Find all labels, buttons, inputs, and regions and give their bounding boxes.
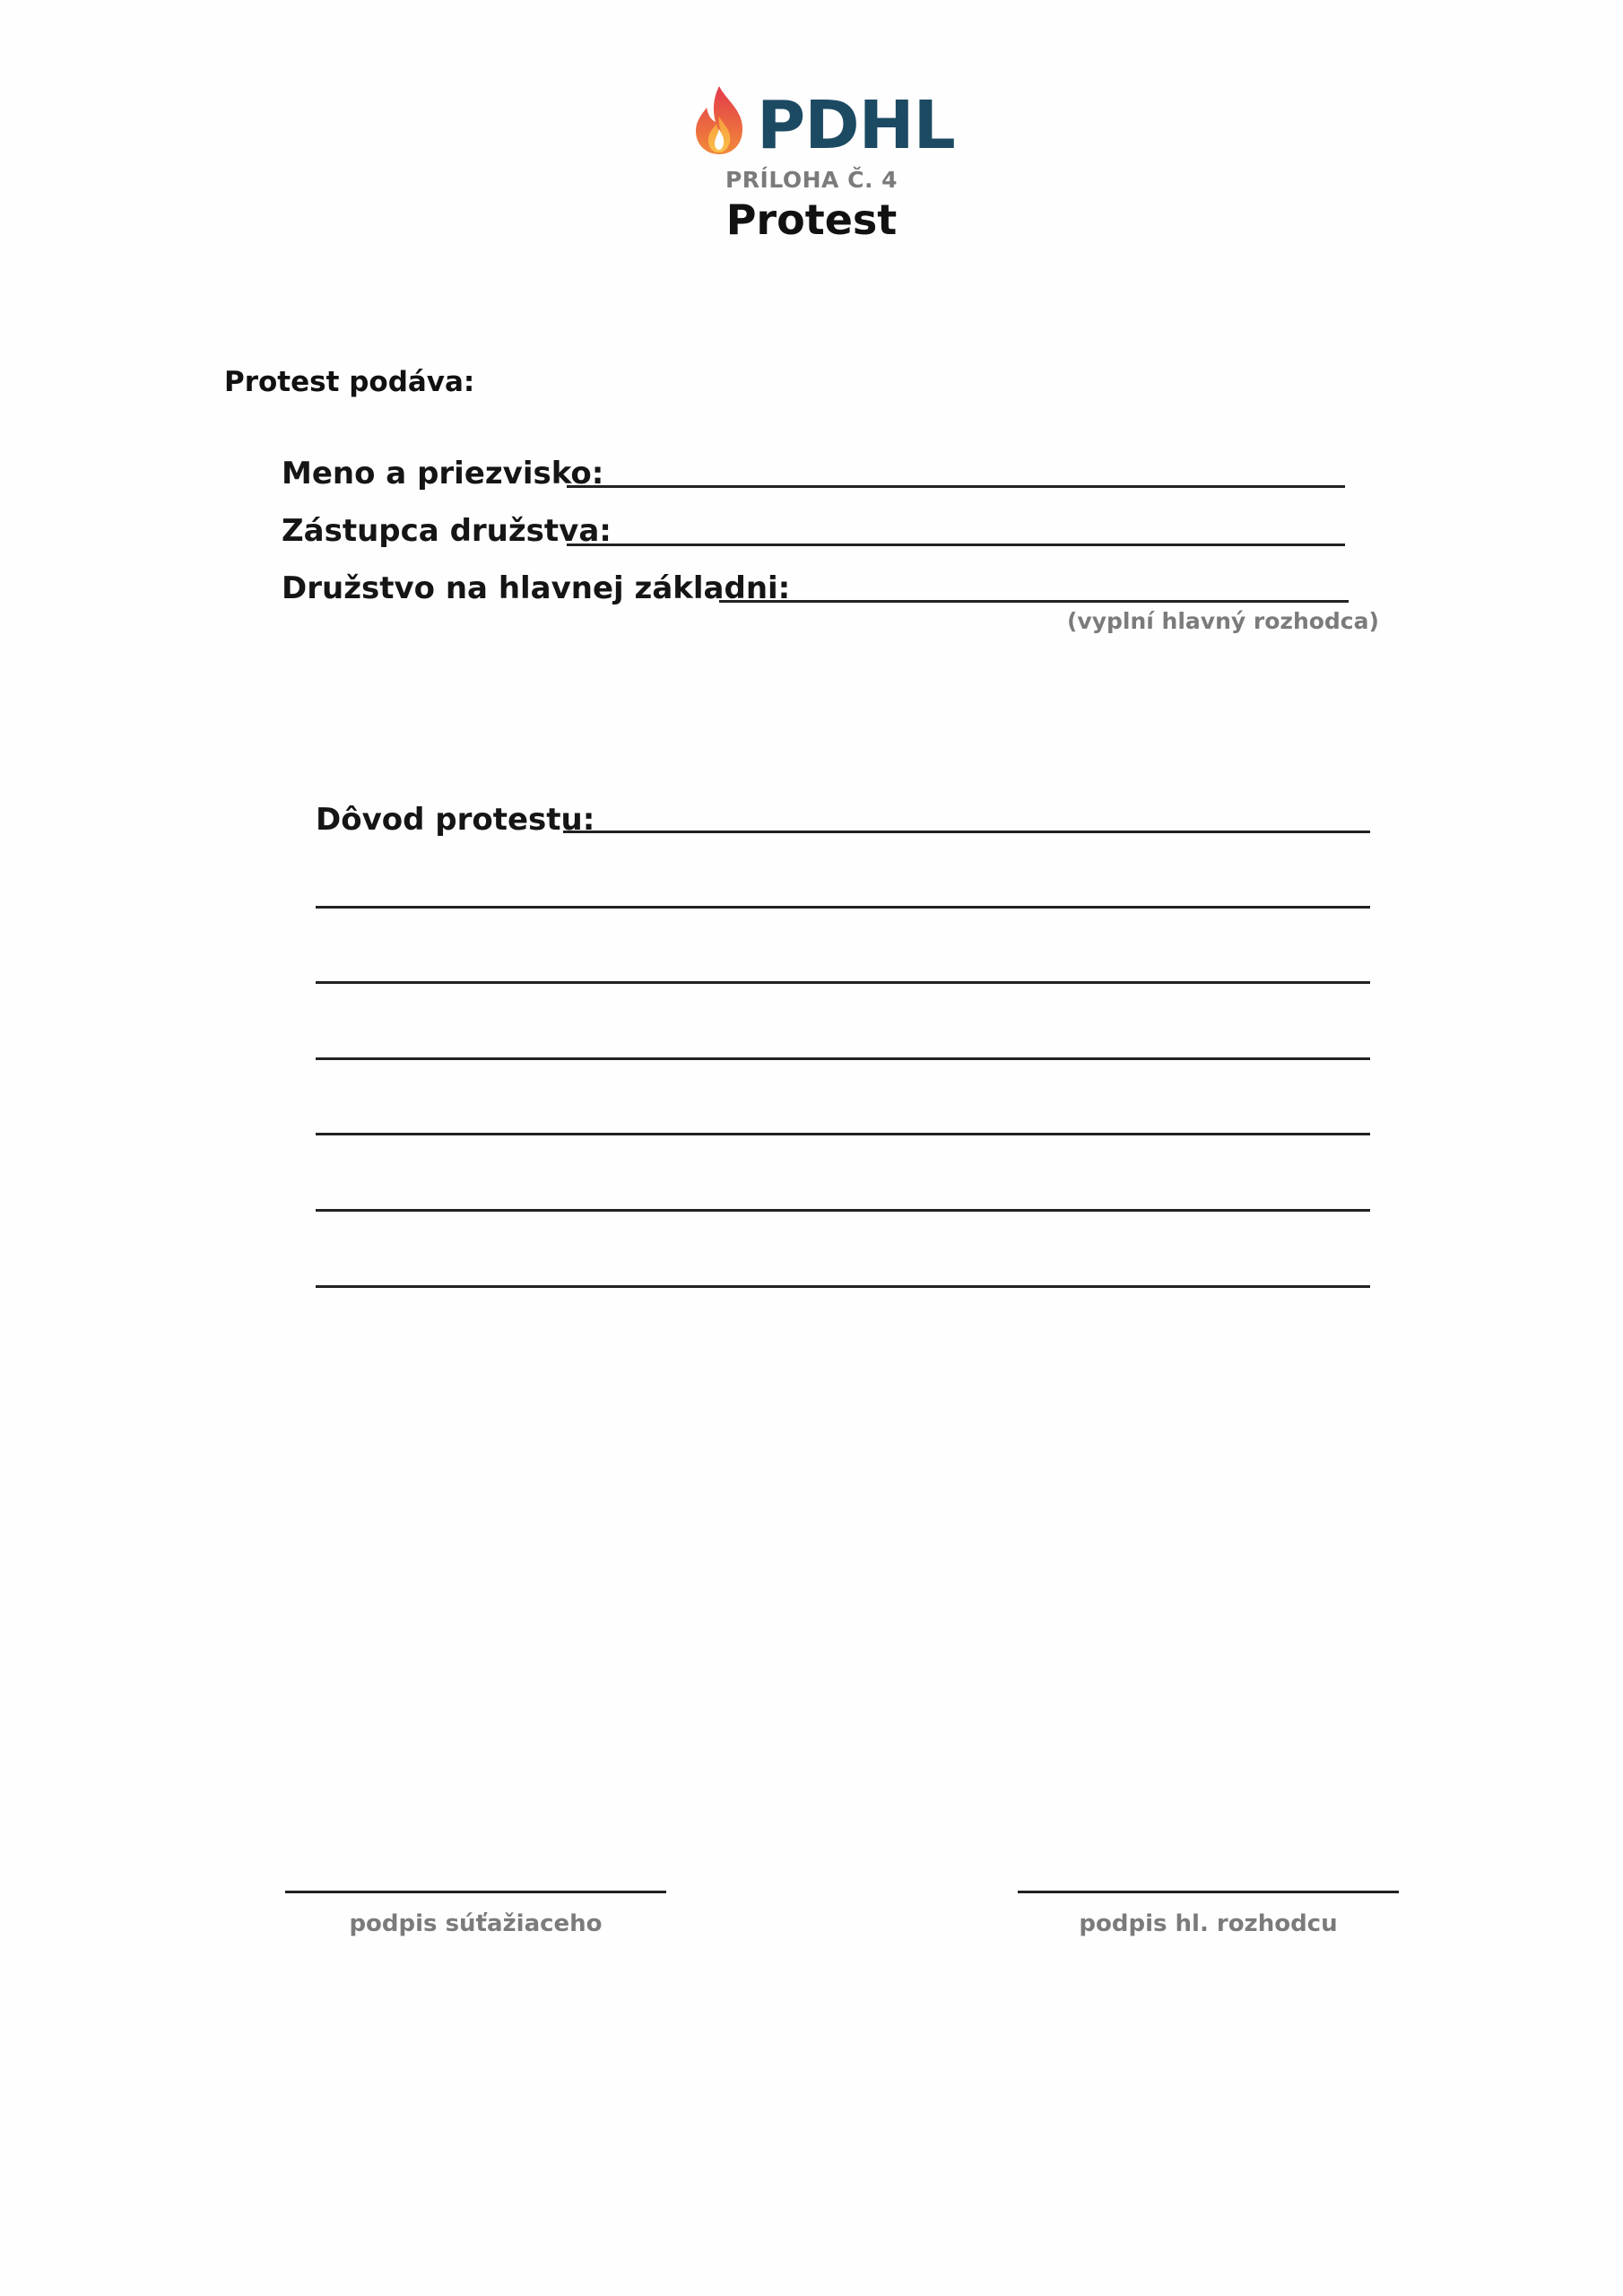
referee-signature-label: podpis hl. rozhodcu	[1079, 1910, 1338, 1937]
reason-line-4[interactable]	[316, 1057, 1370, 1060]
reason-line-6[interactable]	[316, 1209, 1370, 1212]
reason-line-3[interactable]	[316, 981, 1370, 984]
competitor-signature-line[interactable]	[285, 1891, 666, 1893]
reason-line-7[interactable]	[316, 1285, 1370, 1288]
reason-line-5[interactable]	[316, 1133, 1370, 1135]
team-main-line[interactable]	[719, 600, 1349, 603]
reason-label: Dôvod protestu:	[316, 802, 595, 838]
reason-line-1[interactable]	[563, 831, 1370, 833]
page-title: Protest	[725, 196, 898, 244]
attachment-number: PRÍLOHA Č. 4	[725, 167, 898, 193]
reason-line-2[interactable]	[316, 906, 1370, 909]
competitor-signature-label: podpis súťažiaceho	[349, 1910, 603, 1937]
name-line[interactable]	[567, 485, 1345, 488]
referee-signature-line[interactable]	[1018, 1891, 1399, 1893]
team-main-label: Družstvo na hlavnej základni:	[282, 570, 791, 606]
flame-icon	[692, 84, 748, 156]
name-label: Meno a priezvisko:	[282, 456, 604, 491]
section-heading: Protest podáva:	[224, 366, 475, 398]
team-rep-label: Zástupca družstva:	[282, 513, 612, 549]
logo-text: PDHL	[757, 87, 955, 164]
team-rep-line[interactable]	[567, 544, 1345, 546]
pdhl-logo	[692, 84, 955, 164]
team-main-hint: (vyplní hlavný rozhodca)	[1067, 608, 1379, 634]
